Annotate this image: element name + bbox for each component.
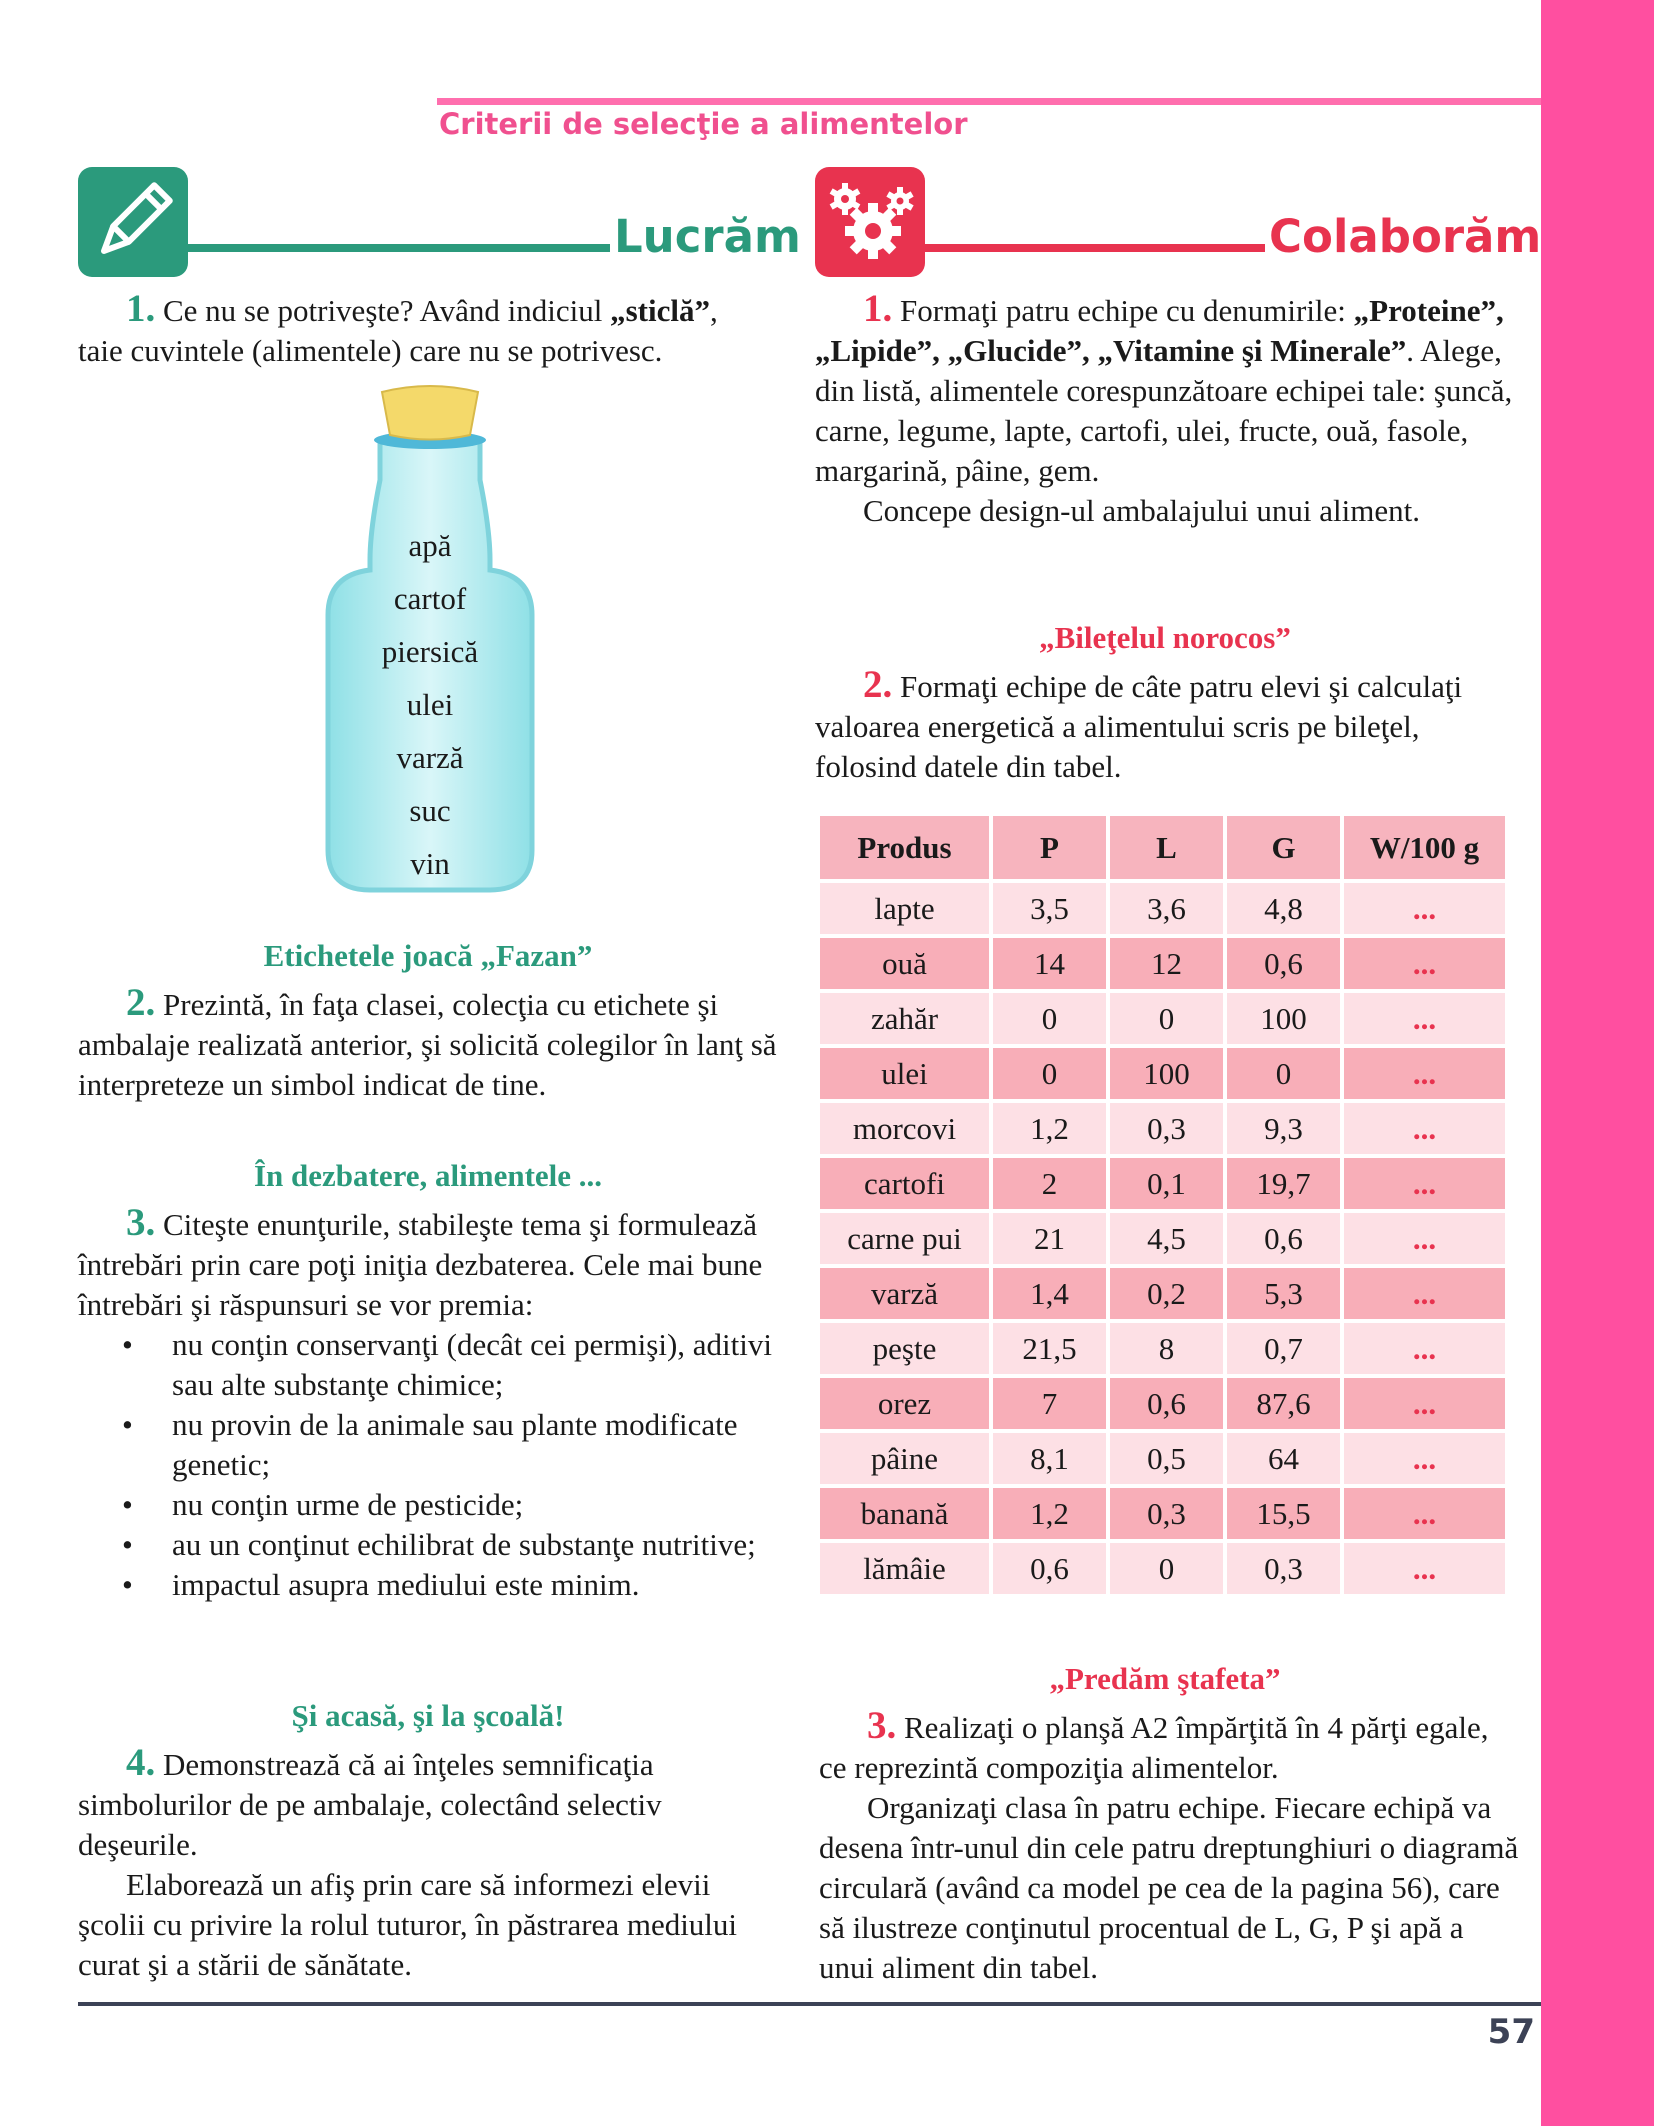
- table-cell: ...: [1344, 1433, 1505, 1484]
- table-cell: orez: [820, 1378, 989, 1429]
- left-task-1: [78, 289, 768, 371]
- table-cell: 9,3: [1227, 1103, 1340, 1154]
- table-cell: 15,5: [1227, 1488, 1340, 1539]
- gears-icon: [815, 167, 925, 277]
- column-header: Produs: [820, 816, 989, 879]
- table-cell: 100: [1227, 993, 1340, 1044]
- table-cell: 2: [993, 1158, 1106, 1209]
- table-row: [820, 993, 1505, 1044]
- table-cell: morcovi: [820, 1103, 989, 1154]
- table-row: [820, 1048, 1505, 1099]
- header-title: Criterii de selecţie a alimentelor: [439, 107, 968, 141]
- table-row: [820, 1433, 1505, 1484]
- task-number: 3.: [126, 1201, 156, 1244]
- gears-icon-box: [815, 167, 925, 277]
- subheading-fazan: Etichetele joacă „Fazan”: [263, 938, 593, 973]
- table-cell: 0,6: [993, 1543, 1106, 1594]
- bottle-word: suc: [409, 793, 451, 828]
- table-cell: 0,5: [1110, 1433, 1223, 1484]
- table-cell: 0,2: [1110, 1268, 1223, 1319]
- table-cell: ...: [1344, 1048, 1505, 1099]
- table-cell: 3,6: [1110, 883, 1223, 934]
- task-text: Formaţi patru echipe cu denumirile:: [892, 293, 1354, 328]
- right-task-2: [815, 665, 1515, 787]
- task-text: Ce nu se potriveşte? Având indiciul: [155, 293, 611, 328]
- table-cell: cartofi: [820, 1158, 989, 1209]
- section-title-colaboram: Colaborăm: [1269, 210, 1542, 263]
- table-cell: carne pui: [820, 1213, 989, 1264]
- list-item: • impactul asupra mediului este minim.: [78, 1565, 788, 1605]
- footer-rule: [78, 2002, 1541, 2006]
- table-cell: ...: [1344, 1158, 1505, 1209]
- left-task-3: [78, 1203, 788, 1605]
- table-row: [820, 1213, 1505, 1264]
- table-cell: 0,3: [1110, 1103, 1223, 1154]
- column-header: G: [1227, 816, 1340, 879]
- table-cell: 3,5: [993, 883, 1106, 934]
- table-cell: ...: [1344, 1213, 1505, 1264]
- table-cell: 0,7: [1227, 1323, 1340, 1374]
- bottle-word: cartof: [393, 581, 467, 616]
- table-cell: 8: [1110, 1323, 1223, 1374]
- table-cell: 0: [993, 1048, 1106, 1099]
- table-cell: ...: [1344, 1103, 1505, 1154]
- right-task-3: [819, 1706, 1519, 1988]
- table-cell: ...: [1344, 883, 1505, 934]
- list-item: • nu provin de la animale sau plante modificate genetic;: [78, 1405, 788, 1485]
- table-cell: zahăr: [820, 993, 989, 1044]
- table-cell: 21: [993, 1213, 1106, 1264]
- task-text: Organizaţi clasa în patru echipe. Fiecare echipă va desena într-unul din cele patru dreptunghiuri o diagramă circulară (având ca model pe cea de la pagina 56), care să ilustreze conţinutul procentual de L, G, P şi apă a unui aliment din tabel.: [819, 1790, 1519, 1985]
- table-cell: 0,3: [1227, 1543, 1340, 1594]
- task-text: Formaţi echipe de câte patru elevi şi calculaţi valoarea energetică a alimentului scris pe bileţel, folosind datele din tabel.: [815, 669, 1463, 784]
- pencil-icon-box: [78, 167, 188, 277]
- table-cell: 12: [1110, 938, 1223, 989]
- task-number: 2.: [126, 981, 156, 1024]
- bottle-word: ulei: [406, 687, 454, 722]
- column-header: P: [993, 816, 1106, 879]
- bottle-word: piersică: [381, 634, 479, 669]
- table-cell: 0,6: [1110, 1378, 1223, 1429]
- table-cell: ...: [1344, 1378, 1505, 1429]
- table-cell: 0,3: [1110, 1488, 1223, 1539]
- subheading-dezbatere: În dezbatere, alimentele ...: [253, 1158, 603, 1193]
- task-text: , taie cuvintele (alimentele) care nu se potrivesc.: [78, 293, 718, 368]
- bottle-word: vin: [410, 846, 450, 881]
- table-row: [820, 1378, 1505, 1429]
- table-cell: ulei: [820, 1048, 989, 1099]
- task-number: 4.: [126, 1741, 156, 1784]
- task-number: 1.: [126, 287, 156, 330]
- table-cell: 64: [1227, 1433, 1340, 1484]
- table-cell: 100: [1110, 1048, 1223, 1099]
- table-cell: peşte: [820, 1323, 989, 1374]
- table-cell: banană: [820, 1488, 989, 1539]
- table-row: [820, 1268, 1505, 1319]
- side-band: [1541, 0, 1654, 2126]
- table-cell: 0,6: [1227, 938, 1340, 989]
- criteria-list: [78, 1325, 788, 1605]
- table-cell: 19,7: [1227, 1158, 1340, 1209]
- colaboram-rule: [925, 244, 1265, 252]
- list-item: • nu conţin urme de pesticide;: [78, 1485, 788, 1525]
- table-cell: ...: [1344, 1488, 1505, 1539]
- subheading-biletel: „Bileţelul norocos”: [1039, 620, 1291, 655]
- header-rule: [437, 98, 1541, 105]
- table-row: [820, 883, 1505, 934]
- bottle-word-list: [340, 519, 520, 890]
- list-item: • au un conţinut echilibrat de substanţe nutritive;: [78, 1525, 788, 1565]
- list-item: • nu conţin conservanţi (decât cei permişi), aditivi sau alte substanţe chimice;: [78, 1325, 788, 1405]
- pencil-icon: [78, 167, 188, 277]
- task-number: 3.: [867, 1704, 897, 1747]
- table-cell: 0,6: [1227, 1213, 1340, 1264]
- table-cell: 14: [993, 938, 1106, 989]
- table-cell: 8,1: [993, 1433, 1106, 1484]
- right-task-1: [815, 289, 1515, 531]
- table-cell: 5,3: [1227, 1268, 1340, 1319]
- table-cell: varză: [820, 1268, 989, 1319]
- table-row: [820, 938, 1505, 989]
- table-cell: 4,8: [1227, 883, 1340, 934]
- table-cell: 0: [1110, 1543, 1223, 1594]
- left-task-2: [78, 983, 778, 1105]
- column-header: L: [1110, 816, 1223, 879]
- nutrition-table: [816, 812, 1509, 1598]
- task-text: Elaborează un afiş prin care să informezi elevii şcolii cu privire la rolul tuturor, în păstrarea mediului curat şi a stării de sănătate.: [78, 1867, 738, 1982]
- table-cell: ouă: [820, 938, 989, 989]
- table-cell: lapte: [820, 883, 989, 934]
- section-title-lucram: Lucrăm: [614, 210, 801, 263]
- subheading-stafeta: „Predăm ştafeta”: [1049, 1661, 1281, 1696]
- table-cell: 7: [993, 1378, 1106, 1429]
- table-cell: 0: [1227, 1048, 1340, 1099]
- team-names: „Proteine”, „Lipide”, „Glucide”, „Vitamine şi Minerale”: [815, 293, 1504, 368]
- table-row: [820, 1158, 1505, 1209]
- table-cell: 1,2: [993, 1488, 1106, 1539]
- left-task-4: [78, 1743, 778, 1985]
- task-number: 2.: [863, 663, 893, 706]
- table-row: [820, 1323, 1505, 1374]
- table-cell: 0: [993, 993, 1106, 1044]
- task-text: Demonstrează că ai înţeles semnificaţia simbolurilor de pe ambalaje, colectând selectiv deşeurile.: [78, 1747, 662, 1862]
- table-cell: 0: [1110, 993, 1223, 1044]
- table-cell: 21,5: [993, 1323, 1106, 1374]
- table-cell: ...: [1344, 993, 1505, 1044]
- task-number: 1.: [863, 287, 893, 330]
- lucram-rule: [188, 244, 610, 252]
- task-text: Concepe design-ul ambalajului unui aliment.: [863, 493, 1421, 528]
- table-cell: 1,2: [993, 1103, 1106, 1154]
- bottle-word: varză: [396, 740, 464, 775]
- bottle-word: apă: [408, 528, 452, 563]
- table-cell: 4,5: [1110, 1213, 1223, 1264]
- table-cell: ...: [1344, 1268, 1505, 1319]
- table-cell: 87,6: [1227, 1378, 1340, 1429]
- table-cell: lămâie: [820, 1543, 989, 1594]
- table-row: [820, 1488, 1505, 1539]
- task-text: Citeşte enunţurile, stabileşte tema şi formulează întrebări prin care poţi iniţia dezbaterea. Cele mai bune întrebări şi răspunsuri se vor premia:: [78, 1207, 763, 1322]
- table-cell: ...: [1344, 938, 1505, 989]
- table-cell: ...: [1344, 1543, 1505, 1594]
- task-text: Prezintă, în faţa clasei, colecţia cu etichete şi ambalaje realizată anterior, şi solicită colegilor în lanţ să interpreteze un simbol indicat de tine.: [78, 987, 777, 1102]
- table-cell: 0,1: [1110, 1158, 1223, 1209]
- table-row: [820, 1543, 1505, 1594]
- task-hint: „sticlă”: [610, 293, 710, 328]
- table-cell: 1,4: [993, 1268, 1106, 1319]
- column-header: W/100 g: [1344, 816, 1505, 879]
- task-text: Realizaţi o planşă A2 împărţită în 4 părţi egale, ce reprezintă compoziţia alimentelor.: [819, 1710, 1489, 1785]
- table-cell: ...: [1344, 1323, 1505, 1374]
- table-cell: pâine: [820, 1433, 989, 1484]
- table-header-row: [820, 816, 1505, 879]
- subheading-acasa: Şi acasă, şi la şcoală!: [291, 1698, 565, 1733]
- page-number: 57: [1487, 2012, 1535, 2052]
- task-text: . Alege, din listă, alimentele corespunzătoare echipei tale: şuncă, carne, legume, lapte, cartofi, ulei, fructe, ouă, fasole, margarină, pâine, gem.: [815, 333, 1513, 488]
- table-row: [820, 1103, 1505, 1154]
